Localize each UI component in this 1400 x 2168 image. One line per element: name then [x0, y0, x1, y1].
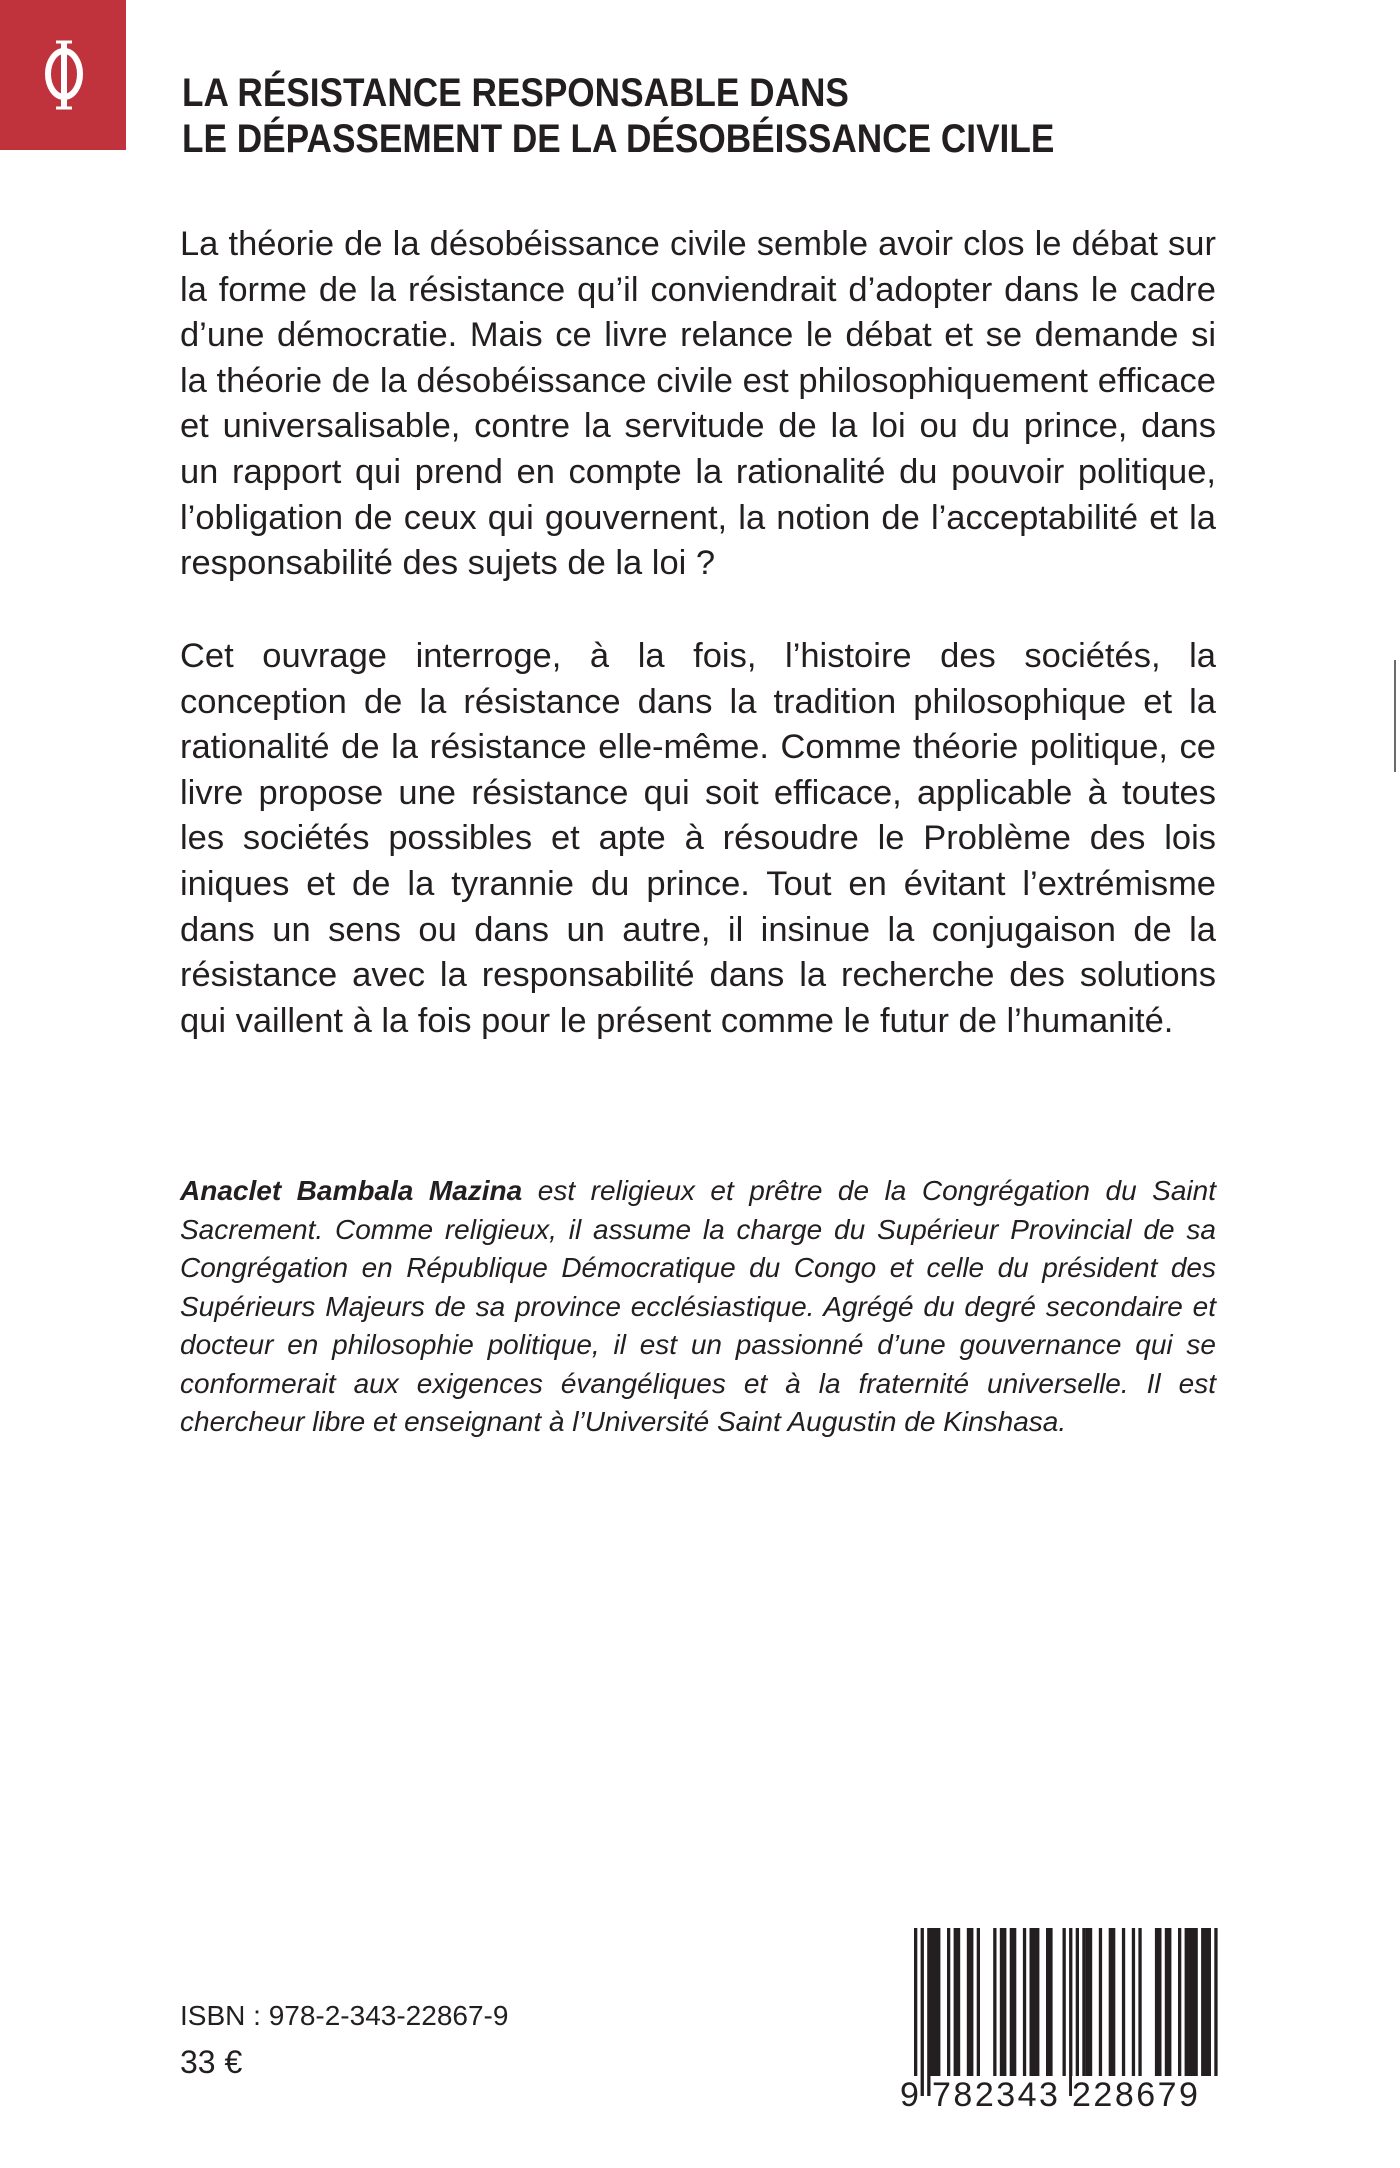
publisher-logo — [0, 0, 126, 150]
author-name: Anaclet Bambala Mazina — [180, 1175, 523, 1206]
barcode-bar — [993, 1928, 996, 2076]
barcode-bar — [1082, 1928, 1085, 2096]
barcode-bar — [947, 1928, 950, 2076]
barcode-bar — [1132, 1928, 1135, 2076]
barcode-bar — [954, 1928, 961, 2076]
barcode-bar — [1063, 1928, 1066, 2076]
barcode-bar — [967, 1928, 974, 2076]
barcode-bar — [1069, 1928, 1072, 2096]
barcode-bar — [1122, 1928, 1125, 2076]
barcode-bar — [931, 1928, 941, 2076]
barcode-bar — [1010, 1928, 1017, 2076]
barcode-digits — [902, 2076, 1222, 2116]
barcode-lead-digit: 9 — [900, 2076, 919, 2114]
barcode-bar — [921, 1928, 924, 2096]
book-title-line-2: LE DÉPASSEMENT DE LA DÉSOBÉISSANCE CIVILE — [182, 117, 1055, 161]
isbn: ISBN : 978-2-343-22867-9 — [180, 2000, 509, 2031]
barcode-bar — [1046, 1928, 1053, 2076]
phi-logo-icon — [0, 0, 126, 150]
barcode-bar — [1155, 1928, 1162, 2076]
book-title — [182, 70, 1054, 162]
author-bio-text: est religieux et prêtre de la Congrégation du Saint Sacrement. Comme religieux, il assume la charge du Supérieur Provincial de sa Congrégation en République Démocratique du Congo et celle du président des Supérieurs Majeurs de sa province ecclésiastique. Agrégé du degré secondaire et docteur en philosophie politique, il est un passionné d’une gouvernance qui se conformerait aux exigences évangéliques et à la fraternité universelle. Il est chercheur libre et enseignant à l’Université Saint Augustin de Kinshasa. — [180, 1175, 1216, 1437]
barcode-digit-group-2: 228679 — [1072, 2076, 1201, 2114]
barcode-bar — [914, 1928, 917, 2096]
barcode-bar — [1099, 1928, 1102, 2076]
barcode-bar — [1185, 1928, 1198, 2076]
barcode-bar — [1000, 1928, 1007, 2076]
barcode-bar — [1086, 1928, 1093, 2076]
barcode-bar — [1201, 1928, 1211, 2076]
barcode-bar — [1023, 1928, 1026, 2076]
summary-paragraph-1: La théorie de la désobéissance civile semble avoir clos le débat sur la forme de la résistance qu’il conviendrait d’adopter dans le cadre d’une démocratie. Mais ce livre relance le débat et se demande si la théorie de la désobéissance civile est philosophiquement efficace et universalisable, contre la servitude de la loi ou du prince, dans un rapport qui prend en compte la rationalité du pouvoir politique, l’obligation de ceux qui gouvernent, la notion de l’acceptabilité et la responsabilité des sujets de la loi ? — [180, 225, 1216, 583]
barcode-bar — [1138, 1928, 1141, 2076]
barcode-bar — [1030, 1928, 1040, 2076]
barcode-bar — [977, 1928, 980, 2076]
barcode-bar — [1165, 1928, 1172, 2076]
barcode-bar — [1214, 1928, 1217, 2076]
barcode-bar — [927, 1928, 930, 2096]
price: 33 € — [180, 2044, 243, 2080]
barcode-digit-group-1: 782343 — [932, 2076, 1061, 2114]
spine-edge-mark — [1394, 660, 1396, 772]
barcode-bar — [1178, 1928, 1181, 2076]
barcode-bar — [1109, 1928, 1116, 2076]
book-title-line-1: LA RÉSISTANCE RESPONSABLE DANS — [182, 71, 849, 115]
author-bio — [180, 1172, 1216, 1442]
barcode-bar — [1076, 1928, 1079, 2096]
summary-paragraph-2: Cet ouvrage interroge, à la fois, l’histoire des sociétés, la conception de la résistance dans la tradition philosophique et la rationalité de la résistance elle-même. Comme théorie politique, ce livre propose une résistance qui soit efficace, applicable à toutes les sociétés possibles et apte à résoudre le Problème des lois iniques et de la tyrannie du prince. Tout en évitant l’extrémisme dans un sens ou dans un autre, il insinue la conjugaison de la résistance avec la responsabilité dans la recherche des solutions qui vaillent à la fois pour le présent comme le futur de l’humanité. — [180, 637, 1216, 1040]
